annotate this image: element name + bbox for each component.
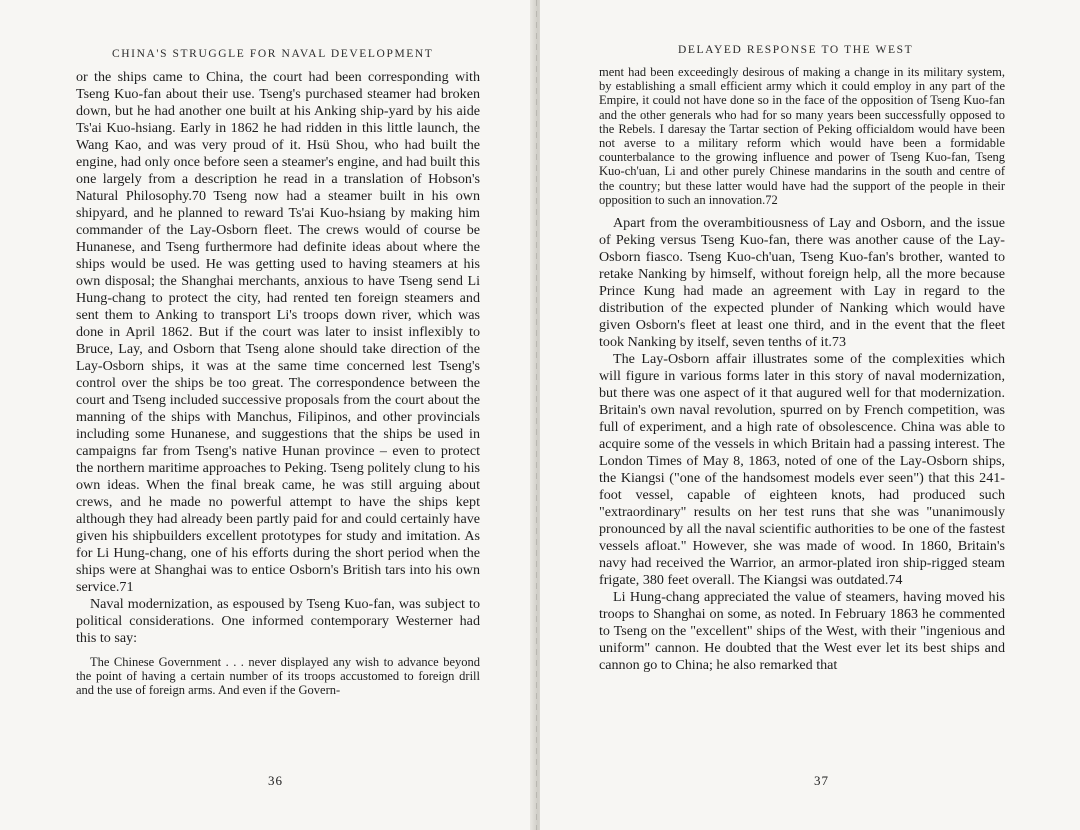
- right-paragraph-2: The Lay-Osborn affair illustrates some of the complexities which will figure in various forms later in this story of naval modernization, but there was one aspect of it that augured well for that modernization. Britain's own naval revolution, spurred on by French competition, was full of experiment, and a high rate of obsolescence. China was able to acquire some of the vessels in which Britain had a passing interest. The London Times of May 8, 1863, noted of one of the Lay-Osborn ships, the Kiangsi ("one of the handsomest models ever seen") that this 241-foot vessel, capable of eighteen knots, had produced such "extraordinary" results on her test runs that she was "unanimously pronounced by all the naval scientific authorities to be one of the fastest vessels afloat." However, she was made of wood. In 1860, Britain's navy had received the Warrior, an armor-plated iron ship-rigged steam frigate, 380 feet overall. The Kiangsi was outdated.74: [599, 351, 1005, 589]
- left-block-quote: The Chinese Government . . . never displayed any wish to advance beyond the point of having a certain number of its troops accustomed to foreign drill and the use of foreign arms. And even if the Govern-: [76, 655, 480, 698]
- page-number-right: 37: [814, 773, 829, 788]
- page-number-left: 36: [268, 773, 283, 788]
- running-head-right: DELAYED RESPONSE TO THE WEST: [678, 44, 914, 56]
- left-paragraph-2: Naval modernization, as espoused by Tseng Kuo-fan, was subject to political considerations. One informed contemporary Westerner had this to say:: [76, 596, 480, 646]
- running-head-left: CHINA'S STRUGGLE FOR NAVAL DEVELOPMENT: [112, 48, 434, 60]
- left-paragraph-1: or the ships came to China, the court had been corresponding with Tseng Kuo-fan about their use. Tseng's purchased steamer had broken down, but he had another one built at his Anking ship-yard by his aide Ts'ai Kuo-hsiang. Early in 1862 he had ridden in this little launch, the Wang Kao, and was very proud of it. Hsü Shou, who had built the engine, had only once before seen a steamer's engine, and had built this one largely from a description he read in a translation of Hobson's Natural Philosophy.70 Tseng now had a steamer built in his own shipyard, and he planned to reward Ts'ai Kuo-hsiang by making him commander of the Lay-Osborn fleet. The crews would of course be Hunanese, and Tseng furthermore had definite ideas about where the ships would be used. He was getting used to having steamers at his own disposal; the Shanghai merchants, anxious to have Tseng send Li Hung-chang to protect the city, had rented ten foreign steamers and sent them to Anking to transport Li's troops down river, which was done in April 1862. But if the court was later to insist inflexibly to Bruce, Lay, and Osborn that Tseng alone should take direction of the Lay-Osborn ships, it was at the same time concerned lest Tseng's control over the ships be too great. The correspondence between the court and Tseng included successive proposals from the court about the manning of the ships with Manchus, Filipinos, and other provincials including some Hunanese, and suggestions that the ships be used in campaigns far from Tseng's native Hunan province – even to protect the northern maritime approaches to Peking. Tseng politely clung to his own ideas. When the final break came, he was still arguing about crews, and he made no powerful attempt to have the ships kept although they had already been partly paid for and could certainly have given his shipbuilders excellent prototypes for study and imitation. As for Li Hung-chang, one of his efforts during the short period when the ships were at Shanghai was to entice Osborn's British tars into his own service.71: [76, 69, 480, 595]
- right-block-quote: ment had been exceedingly desirous of making a change in its military system, by establishing a small efficient army which it could employ in any part of the Empire, it could not have done so in the face of the opposition of Tseng Kuo-fan and the other generals who had for so many years been successfully opposed to the Rebels. I daresay the Tartar section of Peking officialdom would have been not averse to a military reform which would have been a formidable counterbalance to the growing influence and power of Tseng Kuo-fan, Tseng Kuo-ch'uan, Li and other purely Chinese mandarins in the south and centre of the country; but these latter would have had the support of the people in their opposition to such an innovation.72: [599, 65, 1005, 207]
- left-page: [0, 0, 536, 830]
- right-paragraph-3: Li Hung-chang appreciated the value of steamers, having moved his troops to Shanghai on some, as noted. In February 1863 he commented to Tseng on the "excellent" ships of the West, with their "ingenious and uniform" cannon. He doubted that the West ever let its best ships and cannon go to China; he also remarked that: [599, 589, 1005, 674]
- right-paragraph-1: Apart from the overambitiousness of Lay and Osborn, and the issue of Peking versus Tseng Kuo-fan, there was another cause of the Lay-Osborn fiasco. Tseng Kuo-ch'uan, Tseng Kuo-fan's brother, wanted to retake Nanking by himself, without foreign help, all the more because Prince Kung had made an agreement with Lay in regard to the distribution of the expected plunder of Nanking which would have given Osborn's fleet at least one third, and in the event that the fleet took Nanking by itself, seven tenths of it.73: [599, 215, 1005, 351]
- left-body-text: [76, 69, 480, 698]
- right-page: [540, 0, 1080, 830]
- right-body-text: [599, 65, 1005, 674]
